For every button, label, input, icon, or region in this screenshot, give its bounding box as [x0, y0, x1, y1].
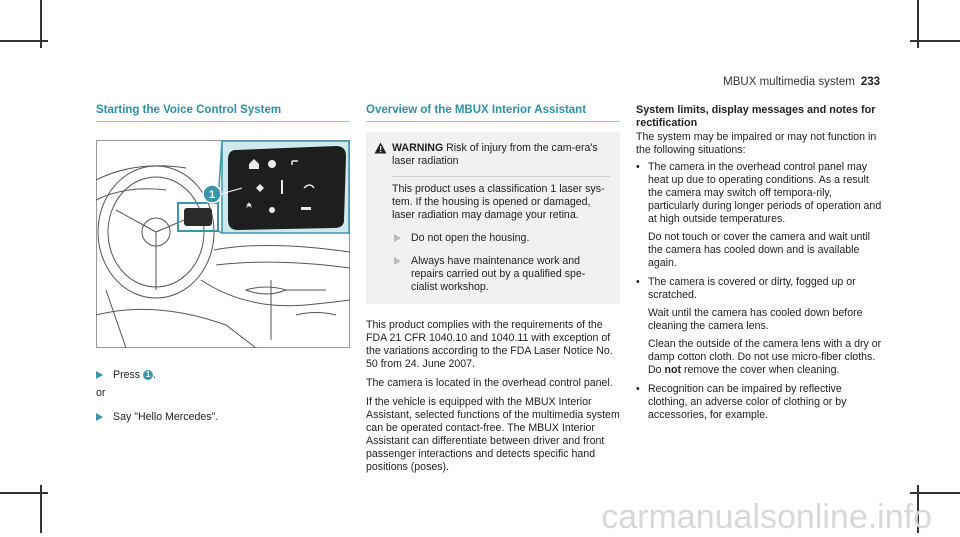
subtext-part: remove the cover when cleaning.: [683, 364, 840, 376]
warning-box: [366, 132, 620, 304]
section-title: Starting the Voice Control System: [96, 104, 282, 116]
bullet-dot-icon: •: [636, 161, 640, 173]
subtext-bold: not: [664, 364, 681, 376]
list-item: [636, 161, 884, 270]
list-item: [636, 276, 884, 377]
body-paragraph: The camera is located in the overhead control panel.: [366, 377, 613, 389]
left-column: [96, 104, 350, 424]
warning-step-text: Always have maintenance work and repairs carried out by a qualified spe-cialist workshop.: [411, 255, 586, 293]
section-heading: System limits, display messages and notes for rectification: [636, 104, 876, 129]
list-item-text: The camera in the overhead control panel may heat up due to operating conditions. As a result the camera may switch off tempora-rily, particularly during longer periods of operation and at high outside temperatures.: [648, 161, 882, 225]
crop-mark: [910, 492, 960, 494]
header-title: MBUX multimedia system: [723, 76, 855, 88]
right-column: [636, 104, 884, 422]
warning-step: [394, 232, 610, 245]
section-title: Overview of the MBUX Interior Assistant: [366, 104, 587, 116]
list-item-text: Recognition can be impaired by reflective clothing, an adverse color of clothing or by accessories, for example.: [648, 383, 847, 421]
list-item-subtext: Wait until the camera has cooled down before cleaning the camera lens.: [648, 307, 863, 332]
bullet-arrow-icon: [394, 234, 401, 242]
step-say: [96, 411, 350, 424]
running-header: [723, 76, 880, 88]
warning-step: [394, 255, 610, 294]
crop-mark: [0, 40, 48, 42]
step-press: [96, 369, 350, 382]
callout-number-icon: 1: [143, 370, 153, 380]
list-item-subtext: [648, 338, 884, 377]
middle-column: [366, 104, 620, 474]
body-paragraph: The system may be impaired or may not function in the following situations:: [636, 131, 877, 156]
body-paragraph: If the vehicle is equipped with the MBUX Interior Assistant, selected functions of the multimedia system can be operated contact-free. The MBUX Interior Assistant can differentiate between driver and front passenger interactions and detects specific hand positions (poses).: [366, 396, 620, 473]
list-item-subtext: Do not touch or cover the camera and wait until the camera has cooled down and is available again.: [648, 231, 870, 269]
step-suffix: .: [153, 369, 156, 381]
bullet-arrow-icon: [394, 257, 401, 265]
steering-wheel-illustration: [96, 140, 350, 348]
warning-step-text: Do not open the housing.: [411, 232, 530, 244]
warning-divider: [392, 176, 610, 177]
watermark: carmanualsonline.info: [601, 498, 932, 536]
list-item-text: The camera is covered or dirty, fogged up or scratched.: [648, 276, 856, 301]
step-text: Press: [113, 369, 141, 381]
crop-mark: [910, 40, 960, 42]
step-text: Say "Hello Mercedes".: [113, 411, 219, 423]
warning-label: WARNING: [392, 142, 444, 154]
body-paragraph: This product complies with the requirements of the FDA 21 CFR 1040.10 and 1040.11 with exception of the variations according to the FDA Laser Notice No. 50 from 24. June 2007.: [366, 319, 613, 370]
warning-text: This product uses a classification 1 laser sys-tem. If the housing is opened or damaged, laser radiation may damage your retina.: [392, 183, 605, 221]
subtext-part: Clean the outside of the camera lens with a dry or damp cotton cloth. Do not use micro-fiber cloths. Do: [648, 338, 882, 376]
bullet-dot-icon: •: [636, 276, 640, 288]
or-text: or: [96, 387, 106, 399]
bullet-dot-icon: •: [636, 383, 640, 395]
warning-triangle-icon: [374, 142, 392, 168]
title-rule: [96, 121, 350, 122]
callout-number: 1: [208, 189, 216, 201]
title-rule: [366, 121, 620, 122]
warning-heading: Risk of injury from the cam-era's laser radiation: [392, 142, 598, 167]
bullet-arrow-icon: [96, 413, 103, 421]
bullet-arrow-icon: [96, 371, 103, 379]
list-item: [636, 383, 884, 422]
crop-mark: [0, 492, 48, 494]
page-number: 233: [860, 76, 880, 88]
